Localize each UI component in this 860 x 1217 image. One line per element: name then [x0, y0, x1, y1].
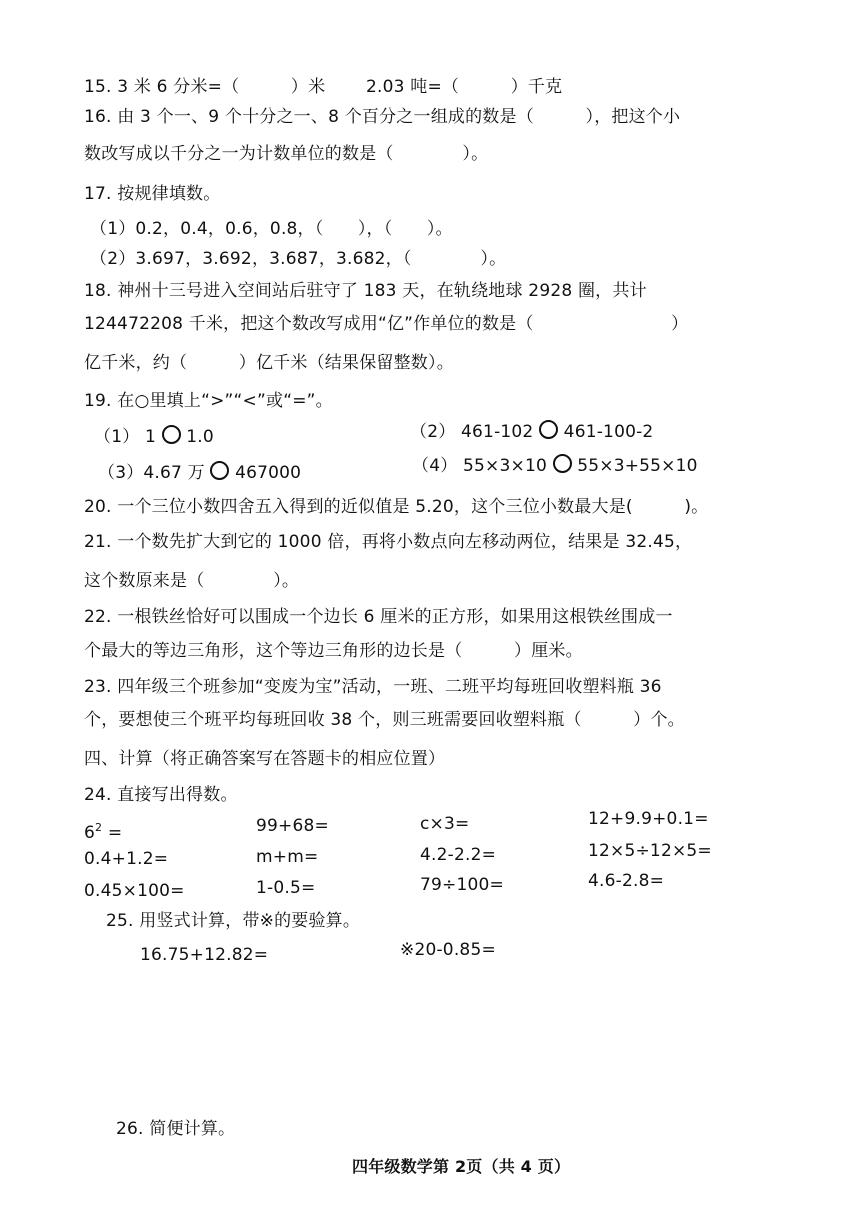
- q24-r2c1: 0.4+1.2=: [84, 849, 169, 869]
- compare-circle-icon[interactable]: [539, 420, 558, 439]
- q19-item-4-left: （4） 55×3×10: [412, 456, 547, 476]
- q22-line-2: 个最大的等边三角形，这个等边三角形的边长是（ ）厘米。: [84, 641, 583, 661]
- q16-line-2: 数改写成以千分之一为计数单位的数是（ ）。: [84, 144, 489, 164]
- q19-title: 19. 在○里填上“>”“<”或“=”。: [84, 391, 333, 411]
- q19-item-3-right: 467000: [235, 463, 302, 483]
- compare-circle-icon[interactable]: [162, 425, 181, 444]
- page-footer: 四年级数学第 2页（共 4 页）: [352, 1157, 571, 1176]
- q24-r1c1-base: 6: [84, 823, 96, 843]
- q23-line-2: 个，要想使三个班平均每班回收 38 个，则三班需要回收塑料瓶（ ）个。: [84, 710, 685, 730]
- q15-part-a: 15. 3 米 6 分米=（ ）米: [84, 77, 326, 97]
- q19-item-4-right: 55×3+55×10: [577, 456, 698, 476]
- q24-r3c2: 1-0.5=: [256, 878, 316, 898]
- q24-r1c1: [84, 817, 122, 844]
- q15-part-b: 2.03 吨=（ ）千克: [366, 77, 563, 97]
- q19-item-3: [98, 461, 301, 484]
- q20-line-1: 20. 一个三位小数四舍五入得到的近似值是 5.20，这个三位小数最大是( )。: [84, 497, 709, 517]
- q17-line-2: （2）3.697，3.692，3.687，3.682，（ ）。: [90, 249, 507, 269]
- q19-item-1-left: （1） 1: [94, 427, 157, 447]
- compare-circle-icon[interactable]: [553, 454, 572, 473]
- q19-item-2-left: （2） 461-102: [410, 422, 534, 442]
- q19-item-2: [410, 420, 653, 443]
- q24-r3c4: 4.6-2.8=: [588, 871, 665, 891]
- q18-line-3: 亿千米，约（ ）亿千米（结果保留整数）。: [84, 353, 454, 373]
- compare-circle-icon[interactable]: [210, 461, 229, 480]
- q21-line-1: 21. 一个数先扩大到它的 1000 倍，再将小数点向左移动两位，结果是 32.45，: [84, 532, 693, 552]
- q25-problem-1: 16.75+12.82=: [140, 945, 269, 965]
- q24-r3c3: 79÷100=: [420, 875, 504, 895]
- q24-r1c4: 12+9.9+0.1=: [588, 809, 709, 829]
- q24-r1c2: 99+68=: [256, 816, 329, 836]
- q24-r1c1-rest: =: [102, 823, 123, 843]
- q24-r1c1-exponent: 2: [95, 821, 103, 834]
- q19-item-1-right: 1.0: [186, 427, 214, 447]
- q17-line-1: （1）0.2，0.4，0.6，0.8，（ ），（ ）。: [90, 219, 453, 239]
- q19-item-2-right: 461-100-2: [563, 422, 654, 442]
- q17-title: 17. 按规律填数。: [84, 184, 221, 204]
- q21-line-2: 这个数原来是（ ）。: [84, 571, 300, 591]
- q19-item-3-left: （3）4.67 万: [98, 463, 205, 483]
- q23-line-1: 23. 四年级三个班参加“变废为宝”活动，一班、二班平均每班回收塑料瓶 36: [84, 677, 662, 697]
- q25-title: 25. 用竖式计算，带※的要验算。: [106, 911, 361, 931]
- q24-r3c1: 0.45×100=: [84, 881, 185, 901]
- q18-line-2: 124472208 千米，把这个数改写成用“亿”作单位的数是（ ）: [84, 314, 689, 334]
- q22-line-1: 22. 一根铁丝恰好可以围成一个边长 6 厘米的正方形，如果用这根铁丝围成一: [84, 607, 673, 627]
- q25-problem-2: ※20-0.85=: [400, 940, 496, 960]
- q24-r2c4: 12×5÷12×5=: [588, 841, 712, 861]
- q16-line-1: 16. 由 3 个一、9 个十分之一、8 个百分之一组成的数是（ ），把这个小: [84, 107, 681, 127]
- q24-r2c2: m+m=: [256, 847, 319, 867]
- q24-r1c3: c×3=: [420, 814, 470, 834]
- q18-line-1: 18. 神州十三号进入空间站后驻守了 183 天，在轨绕地球 2928 圈，共计: [84, 281, 647, 301]
- q24-title: 24. 直接写出得数。: [84, 785, 238, 805]
- q24-r2c3: 4.2-2.2=: [420, 845, 497, 865]
- q26-title: 26. 简便计算。: [116, 1119, 236, 1139]
- q19-item-1: [94, 425, 214, 448]
- q19-item-4: [412, 454, 698, 477]
- section-4-title: 四、计算（将正确答案写在答题卡的相应位置）: [84, 749, 446, 769]
